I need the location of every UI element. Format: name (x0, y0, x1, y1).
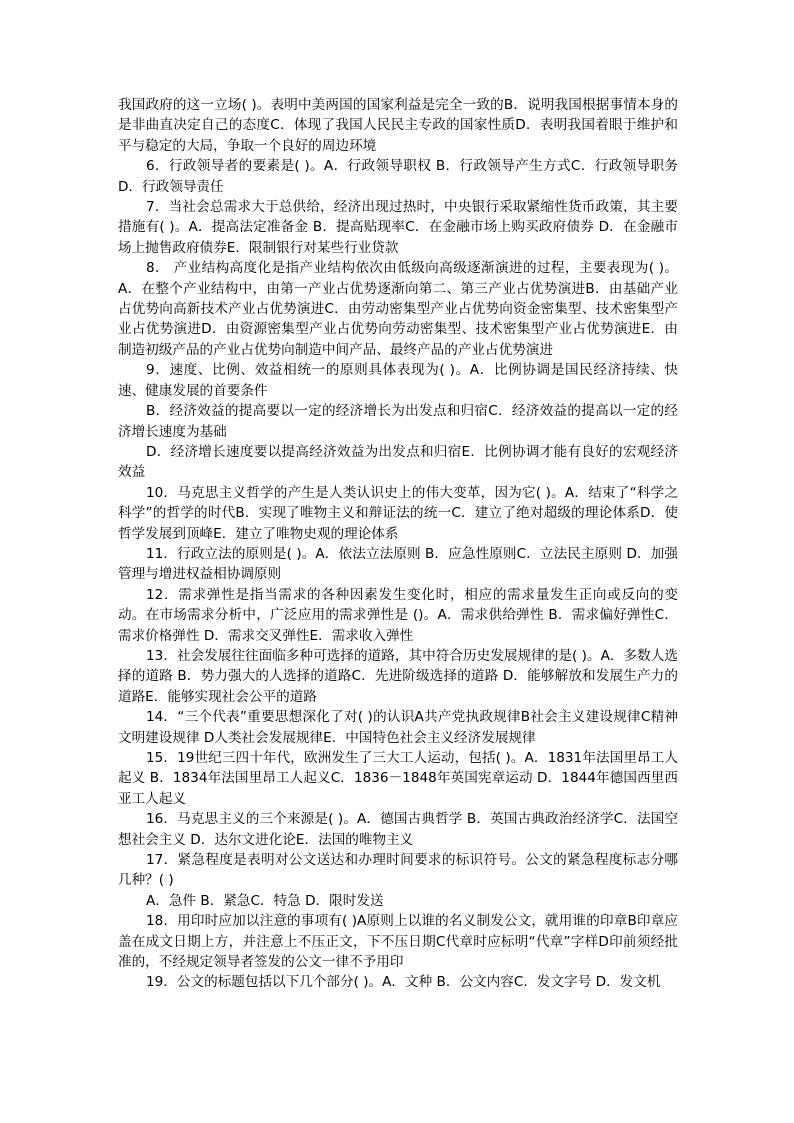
paragraph-question-8: 8． 产业结构高度化是指产业结构依次由低级向高级逐渐演进的过程，主要表现为( )。A．在整个产业结构中，由第一产业占优势逐渐向第二、第三产业占优势演进B．由基础产业占优势向高新技术产业占优势演进C．由劳动密集型产业占优势向资金密集型、技术密集型产业占优势演进D．由资源密集型产业占优势向劳动密集型、技术密集型产业占优势演进E．由制造初级产品的产业占优势向制造中间产品、最终产品的产业占优势演进 (118, 260, 678, 358)
paragraph-question-14: 14．“三个代表”重要思想深化了对( )的认识A共产党执政规律B社会主义建设规律C精神文明建设规律 D人类社会发展规律E．中国特色社会主义经济发展规律 (118, 709, 678, 746)
paragraph-question-9-options-de: D．经济增长速度要以提高经济效益为出发点和归宿E．比例协调才能有良好的宏观经济效益 (118, 443, 678, 481)
document-body (118, 95, 678, 993)
paragraph-question-18: 18．用印时应加以注意的事项有( )A原则上以谁的名义制发公文，就用谁的印章B印章应盖在成文日期上方，并注意上不压正文，下不压日期C代章时应标明“代章”字样D印前须经批准的，不经规定领导者签发的公文一律不予用印 (118, 913, 678, 971)
paragraph-question-17-options: A．急件 B．紧急C．特急 D．限时发送 (146, 892, 384, 909)
paragraph-question-13: 13．社会发展往往面临多种可选择的道路，其中符合历史发展规律的是( )。A．多数人选择的道路 B．势力强大的人选择的道路C．先进阶级选择的道路 D．能够解放和发展生产力的道路E．能够实现社会公平的道路 (118, 647, 678, 705)
paragraph-question-17: 17．紧急程度是表明对公文送达和办理时间要求的标识符号。公文的紧急程度标志分哪几种？( ) (118, 852, 678, 889)
paragraph-question-5-cont: 我国政府的这一立场( )。表明中美两国的国家利益是完全一致的B．说明我国根据事情本身的是非曲直决定自己的态度C．体现了我国人民民主专政的国家性质D．表明我国着眼于维护和平与稳定的大局，争取一个良好的周边环境 (118, 97, 678, 154)
paragraph-question-11: 11．行政立法的原则是( )。A．依法立法原则 B．应急性原则C．立法民主原则 D．加强管理与增进权益相协调原则 (118, 545, 678, 583)
paragraph-question-15: 15．19世纪三四十年代，欧洲发生了三大工人运动，包括( )。A．1831年法国里昂工人起义 B．1834年法国里昂工人起义C．1836－1848年英国宪章运动 D．1844年德国西里西亚工人起义 (118, 750, 678, 807)
paragraph-question-10: 10．马克思主义哲学的产生是人类认识史上的伟大变革，因为它( )。A．结束了“科学之科学”的哲学的时代B．实现了唯物主义和辩证法的统一C．建立了绝对超级的理论体系D．使哲学发展到顶峰E．建立了唯物史观的理论体系 (118, 484, 678, 542)
paragraph-question-7: 7．当社会总需求大于总供给，经济出现过热时，中央银行采取紧缩性货币政策，其主要措施有( )。A．提高法定准备金 B．提高贴现率C．在金融市场上购买政府债券 D．在金融市场上抛售政府债券E．限制银行对某些行业贷款 (118, 199, 678, 256)
paragraph-question-19: 19．公文的标题包括以下几个部分( )。A．文种 B．公文内容C．发文字号 D．发文机 (146, 974, 661, 991)
paragraph-question-6: 6．行政领导者的要素是( )。A．行政领导职权 B．行政领导产生方式C．行政领导职务 D．行政领导责任 (118, 158, 678, 195)
paragraph-question-12: 12．需求弹性是指当需求的各种因素发生变化时，相应的需求量发生正向或反向的变动。在市场需求分析中，广泛应用的需求弹性是 ()。A．需求供给弹性 B．需求偏好弹性C．需求价格弹性 D．需求交叉弹性E．需求收入弹性 (118, 586, 678, 644)
paragraph-question-16: 16．马克思主义的三个来源是( )。A．德国古典哲学 B．英国古典政治经济学C．法国空想社会主义 D．达尔文进化论E．法国的唯物主义 (118, 811, 678, 848)
paragraph-question-9: 9．速度、比例、效益相统一的原则具体表现为( )。A．比例协调是国民经济持续、快速、健康发展的首要条件 (118, 362, 678, 399)
paragraph-question-9-options-bc: B．经济效益的提高要以一定的经济增长为出发点和归宿C．经济效益的提高以一定的经济增长速度为基础 (118, 403, 678, 440)
